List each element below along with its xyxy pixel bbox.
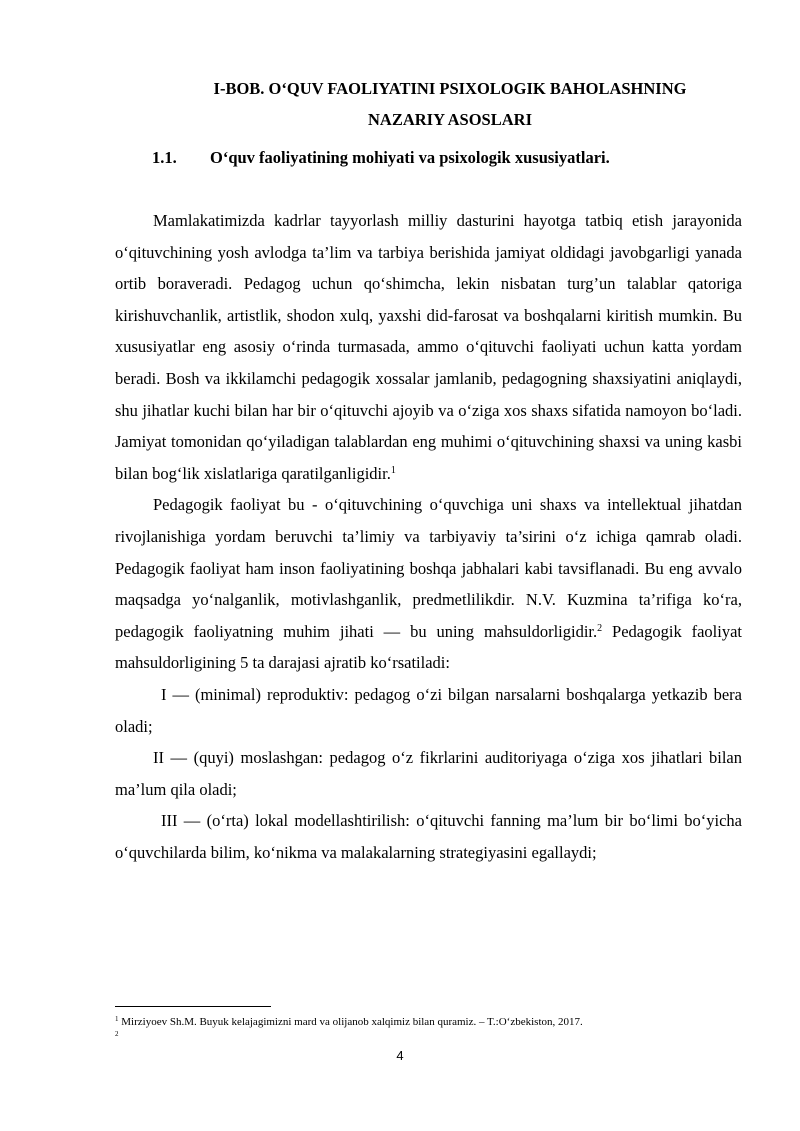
paragraph-text: Pedagogik faoliyat mahsuldorligining 5 ta darajasi ajratib ko‘rsatiladi:	[115, 621, 742, 673]
paragraph-text: Mamlakatimizda kadrlar tayyorlash milliy dasturini hayotga tatbiq etish jarayonida o‘qituvchining yosh avlodga ta’lim va tarbiya berishida jamiyat oldidagi javobgarligi yanada ortib boraveradi. Pedagog uchun qo‘shimcha, lekin nisbatan turg’un talablar qatoriga kirishuvchanlik, artistlik, shodon xulq, yaxshi did-farosat va boshqalarni kiritish mumkin. Bu xususiyatlar eng asosiy o‘rinda turmasada, ammo o‘qituvchi faoliyati uchun katta yordam beradi. Bosh va ikkilamchi pedagogik xossalar jamlanib, pedagogning shaxsiyatini aniqlaydi, shu jihatlar kuchi bilan har bir o‘qituvchi ajoyib va o‘ziga xos shaxs sifatida namoyon bo‘ladi. Jamiyat tomonidan qo‘yiladigan talablardan eng muhimi o‘qituvchining shaxsi va uning kasbi bilan bog‘lik xislatlariga qaratilganligidir.	[115, 211, 742, 483]
paragraph	[115, 205, 742, 489]
page-number: 4	[396, 1048, 404, 1063]
list-item-text: I — (minimal) reproduktiv: pedagog o‘zi bilgan narsalarni boshqalarga yetkazib bera oladi;	[115, 684, 742, 736]
chapter-title-line2: NAZARIY ASOSLARI	[368, 110, 532, 129]
list-item-text: II — (quyi) moslashgan: pedagog o‘z fikrlarini auditoriyaga o‘ziga xos jihatlari bilan ma’lum qila oladi;	[115, 748, 742, 799]
list-item	[115, 742, 742, 805]
list-item	[115, 805, 742, 868]
chapter-title-line1: I-BOB. O‘QUV FAOLIYATINI PSIXOLOGIK BAHOLASHNING	[213, 79, 687, 98]
footnote	[115, 1015, 583, 1029]
body-text	[115, 205, 742, 868]
footnote-ref: 1	[390, 464, 396, 476]
list-item	[115, 679, 742, 742]
section-number: 1.1.	[152, 148, 177, 167]
footnote-mark: 1	[115, 1015, 119, 1023]
list-item-text: III — (o‘rta) lokal modellashtirilish: o‘qituvchi fanning ma’lum bir bo‘limi bo‘yicha o‘quvchilarda bilim, ko‘nikma va malakalarning strategiyasini egallaydi;	[115, 811, 742, 862]
footnote-mark: 2	[115, 1030, 119, 1038]
paragraph	[115, 489, 742, 679]
footnote	[115, 1030, 119, 1044]
footnote-ref: 2	[597, 622, 603, 634]
paragraph-text: Pedagogik faoliyat bu - o‘qituvchining o‘quvchiga uni shaxs va intellektual jihatdan rivojlanishiga yordam beruvchi ta’limiy va tarbiyaviy ta’sirini o‘z ichiga qamrab oladi. Pedagogik faoliyat ham inson faoliyatining boshqa jabhalari kabi tavsiflanadi. Bu eng avvalo maqsadga yo‘nalganlik, motivlashganlik, predmetlilikdir. N.V. Kuzmina ta’rifiga ko‘ra, pedagogik faoliyatning muhim jihati — bu uning mahsuldorligidir.	[115, 495, 742, 641]
footnote-separator	[115, 1006, 271, 1007]
section-title: O‘quv faoliyatining mohiyati va psixologik xususiyatlari.	[210, 148, 610, 167]
section-heading	[152, 143, 610, 173]
footnote-text: Mirziyoev Sh.M. Buyuk kelajagimizni mard va olijanob xalqimiz bilan quramiz. – T.:O‘zbekiston, 2017.	[121, 1016, 583, 1028]
